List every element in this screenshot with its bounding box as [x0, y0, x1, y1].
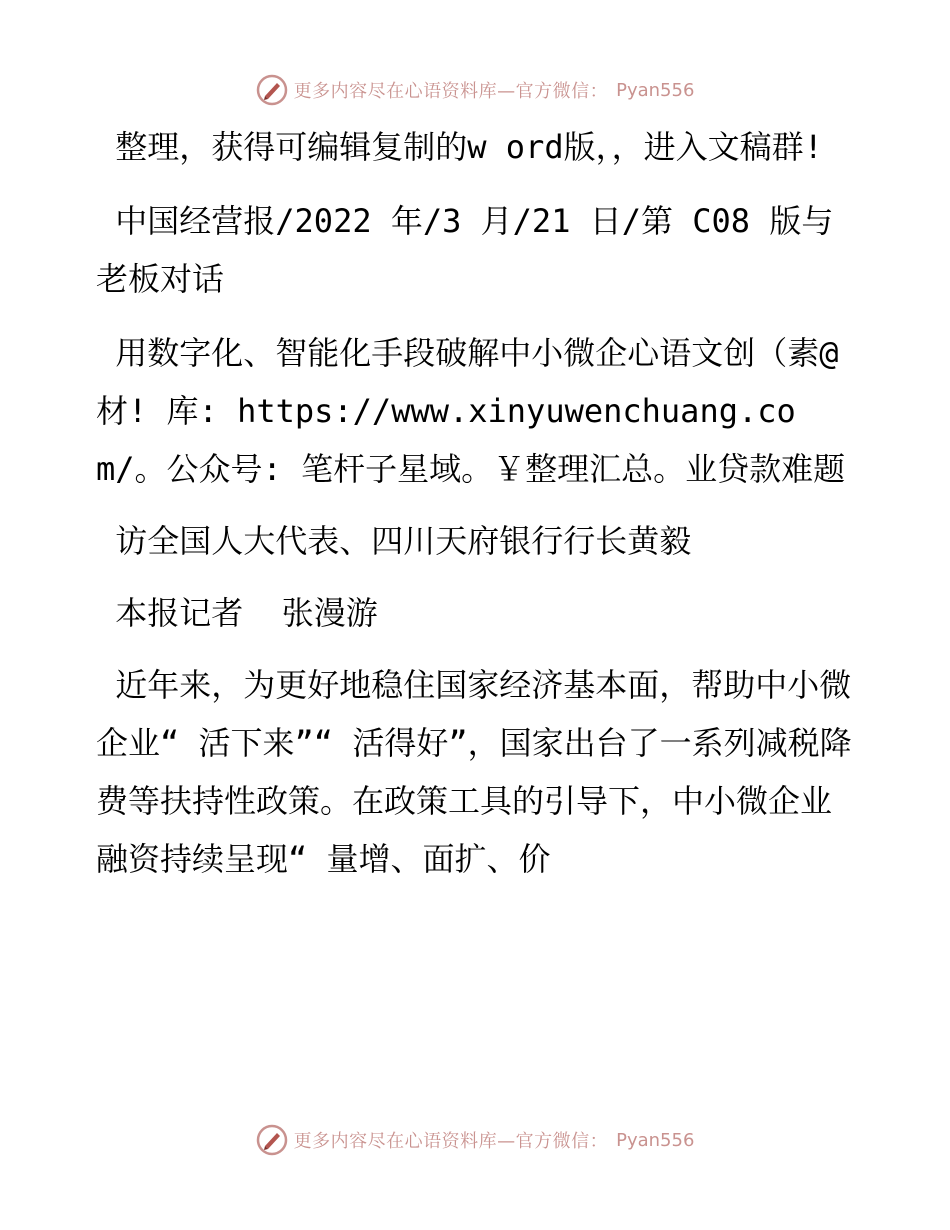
- header-watermark: [0, 74, 950, 106]
- paragraph-body: 近年来，为更好地稳住国家经济基本面，帮助中小微企业“ 活下来”“ 活得好”，国家出台了一系列减税降费等扶持性政策。在政策工具的引导下，中小微企业融资持续呈现“ 量增、面扩、价: [96, 666, 852, 878]
- paragraph-source: 中国经营报/2022 年/3 月/21 日/第 C08 版与老板对话: [96, 202, 834, 298]
- watermark-wechat-id: Pyan556: [616, 1129, 695, 1151]
- pen-logo-icon: [256, 1124, 288, 1156]
- paragraph-intro: 整理，获得可编辑复制的w ord版，，进入文稿群!: [96, 128, 823, 166]
- paragraph-reporter: 本报记者 张漫游: [96, 594, 378, 632]
- paragraph-title: 用数字化、智能化手段破解中小微企心语文创（素@材! 库: https://www.xinyuwenchuang.com/。公众号: 笔杆子星域。￥整理汇总。业贷款难题: [96, 334, 846, 488]
- watermark-wechat-id: Pyan556: [616, 79, 695, 101]
- document-body: [96, 118, 856, 888]
- watermark-text: 更多内容尽在心语资料库—官方微信：: [293, 1131, 609, 1152]
- footer-watermark: [0, 1124, 950, 1156]
- pen-logo-icon: [256, 74, 288, 106]
- paragraph-subtitle: 访全国人大代表、四川天府银行行长黄毅: [96, 522, 692, 560]
- watermark-text: 更多内容尽在心语资料库—官方微信：: [293, 81, 609, 102]
